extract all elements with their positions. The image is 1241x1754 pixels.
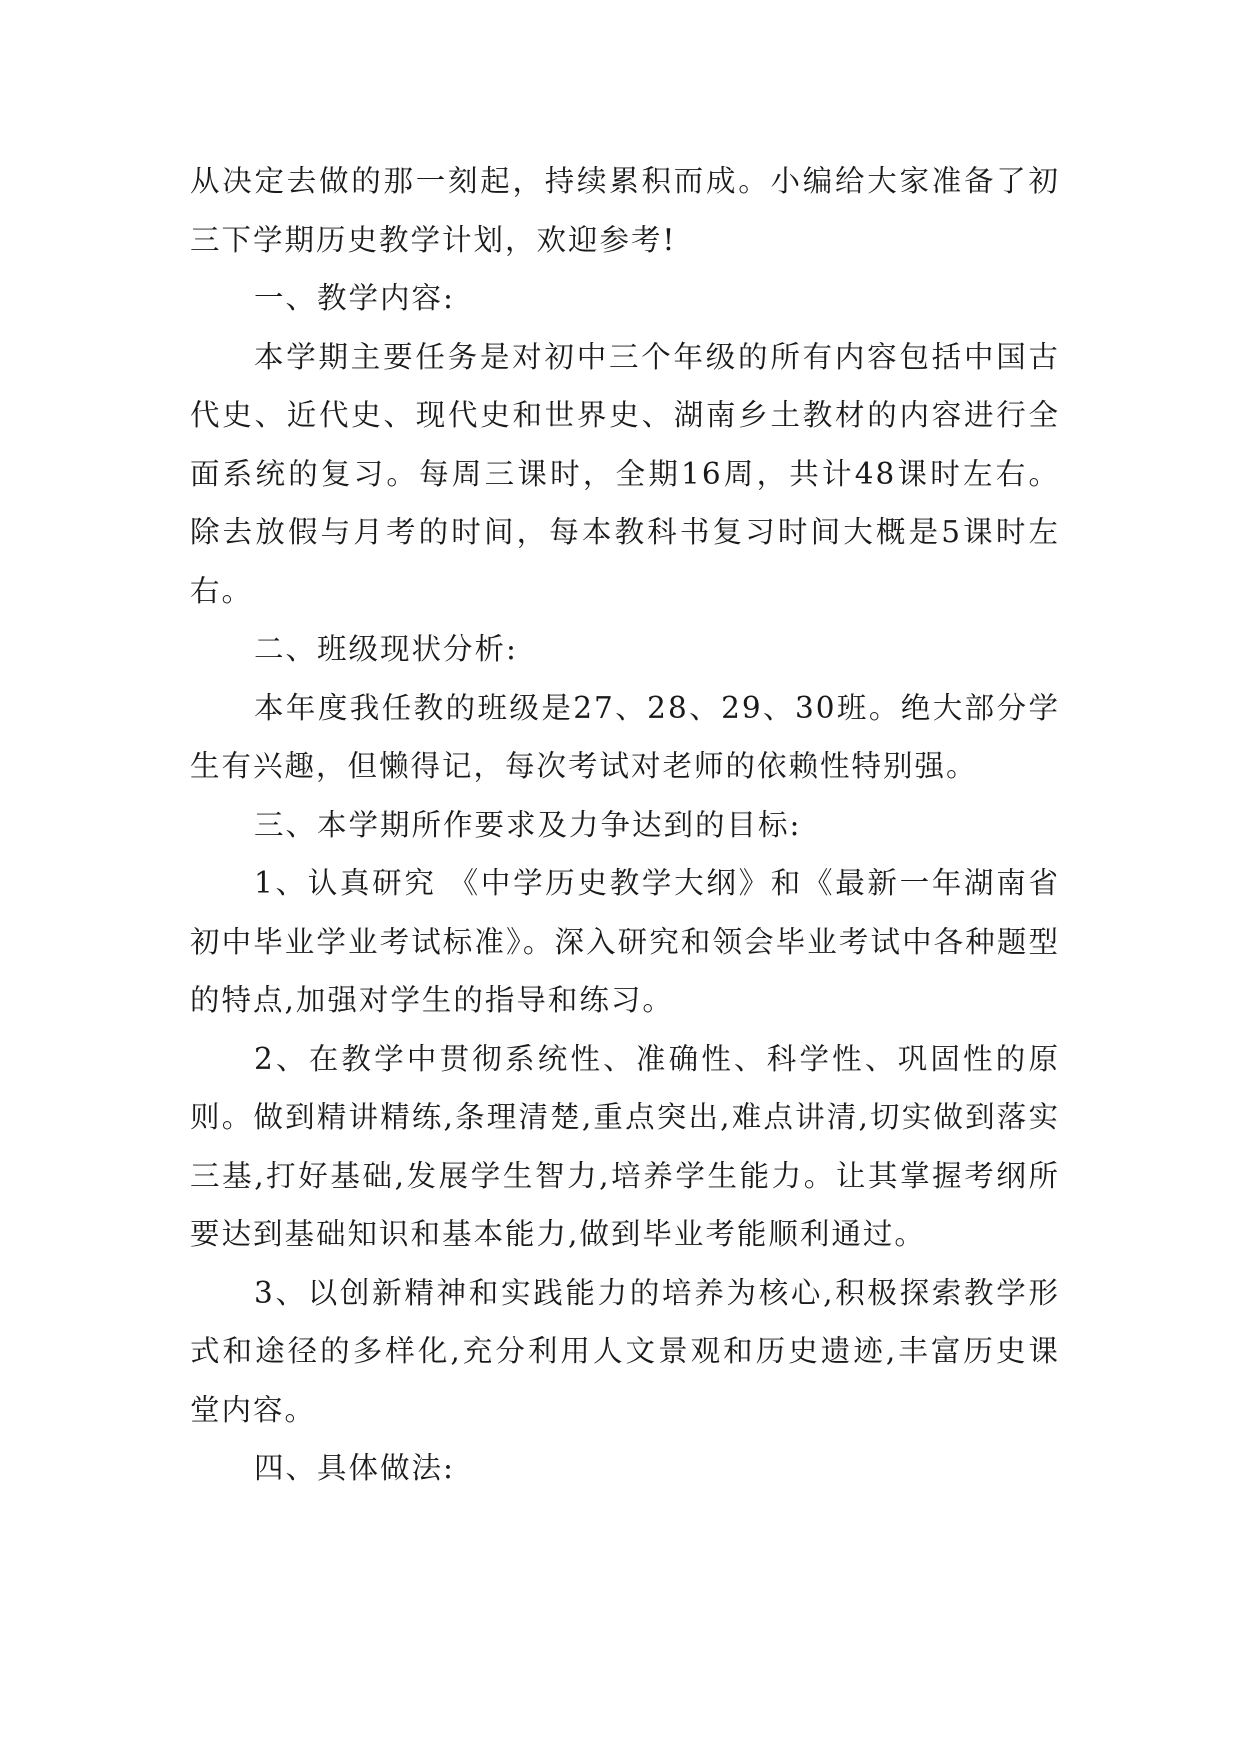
heading-class-analysis: 二、班级现状分析: (254, 632, 518, 666)
paragraph-teaching-content: 本学期主要任务是对初中三个年级的所有内容包括中国古代史、近代史、现代史和世界史、湖南乡土教材的内容进行全面系统的复习。每周三课时，全期16周，共计48课时左右。除去放假与月考的时间，每本教科书复习时间大概是5课时左右。 (190, 339, 1060, 608)
paragraph-intro: 从决定去做的那一刻起，持续累积而成。小编给大家准备了初三下学期历史教学计划，欢迎参考! (190, 164, 1060, 257)
paragraph-class-analysis: 本年度我任教的班级是27、28、29、30班。绝大部分学生有兴趣，但懒得记，每次考试对老师的依赖性特别强。 (190, 690, 1060, 783)
heading-methods: 四、具体做法: (254, 1451, 455, 1485)
document-body (190, 152, 1060, 1498)
heading-teaching-content: 一、教学内容: (254, 281, 455, 315)
paragraph-goal-3: 3、以创新精神和实践能力的培养为核心,积极探索教学形式和途径的多样化,充分利用人文景观和历史遗迹,丰富历史课堂内容。 (190, 1275, 1060, 1427)
heading-goals: 三、本学期所作要求及力争达到的目标: (254, 807, 802, 842)
paragraph-goal-1: 1、认真研究 《中学历史教学大纲》和《最新一年湖南省初中毕业学业考试标准》。深入研究和领会毕业考试中各种题型的特点,加强对学生的指导和练习。 (190, 866, 1060, 1017)
paragraph-goal-2: 2、在教学中贯彻系统性、准确性、科学性、巩固性的原则。做到精讲精练,条理清楚,重点突出,难点讲清,切实做到落实三基,打好基础,发展学生智力,培养学生能力。让其掌握考纲所要达到基础知识和基本能力,做到毕业考能顺利通过。 (190, 1041, 1060, 1251)
